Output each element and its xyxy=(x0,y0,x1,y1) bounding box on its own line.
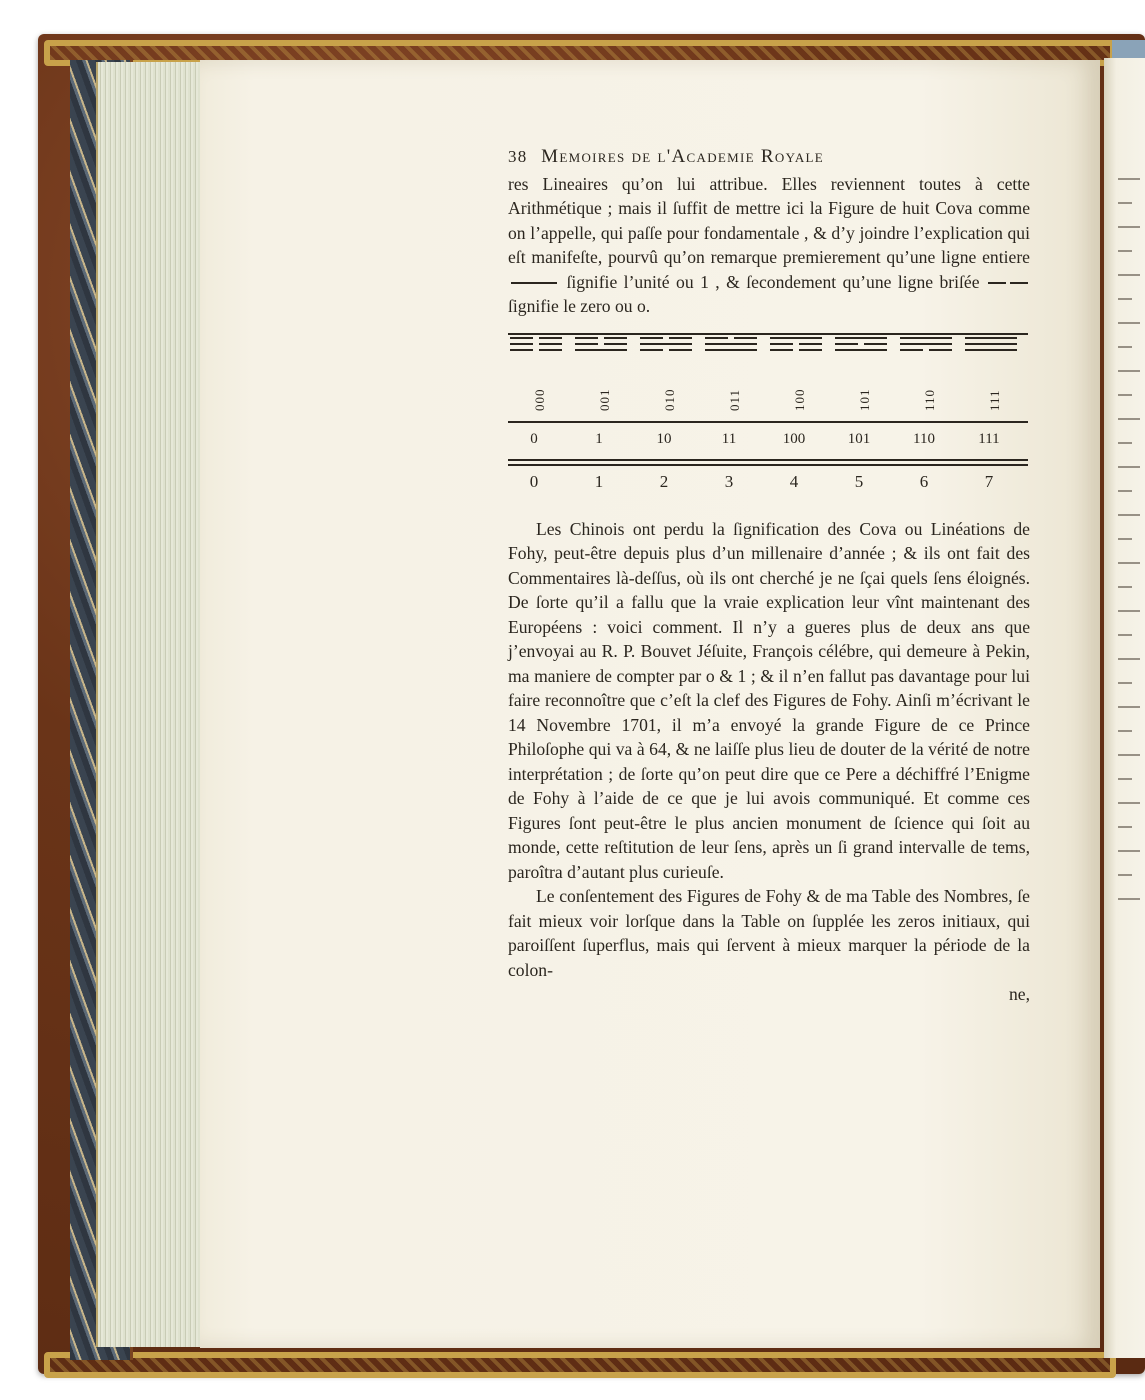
trigram-line xyxy=(965,343,1017,345)
trigram-5 xyxy=(835,337,887,355)
trigram-3 xyxy=(705,337,757,355)
right-page-text-line xyxy=(1118,658,1140,660)
trigram-line xyxy=(575,343,627,345)
right-page-text-line xyxy=(1118,442,1132,444)
paragraph-3: Le conſentement des Figures de Fohy & de ma Table des Nombres, ſe fait mieux voir lorſque dans la Table on ſupplée les zeros initiaux, qui paroiſſent ſuperflus, mais qui ſervent à mieux marquer la période de la colon- xyxy=(508,886,1030,980)
trigram-line xyxy=(965,337,1017,339)
bookmark-ribbon xyxy=(1112,40,1145,58)
trigram-line xyxy=(770,343,822,345)
trigram-line xyxy=(705,343,757,345)
decimal-value: 1 xyxy=(594,471,604,491)
trigram-bits-label: 101 xyxy=(857,388,872,411)
binary-value: 1 xyxy=(595,430,603,447)
trigram-6 xyxy=(900,337,952,355)
figure-rule-mid xyxy=(508,421,1028,423)
trigram-line xyxy=(640,337,692,339)
trigram-bits-label: 111 xyxy=(987,388,1002,411)
trigram-line xyxy=(835,343,887,345)
binary-value: 111 xyxy=(978,430,1000,447)
trigram-line xyxy=(965,349,1017,351)
right-page-text-line xyxy=(1118,850,1140,852)
decimal-value: 4 xyxy=(789,471,799,491)
trigram-line xyxy=(770,337,822,339)
trigram-line xyxy=(705,337,757,339)
broken-line-symbol-b xyxy=(1010,282,1028,284)
right-page-text-line xyxy=(1118,898,1140,900)
right-page-text-line xyxy=(1118,754,1140,756)
page-text xyxy=(508,145,1030,1007)
trigram-4 xyxy=(770,337,822,355)
trigram-line xyxy=(835,349,887,351)
right-page-text-line xyxy=(1118,418,1140,420)
page-edges xyxy=(96,62,204,1347)
right-page-text-line xyxy=(1118,706,1140,708)
header-title: Memoires de l'Academie Royale xyxy=(541,146,824,167)
right-page-text-line xyxy=(1118,178,1140,180)
trigram-line xyxy=(575,337,627,339)
right-page-text-line xyxy=(1118,562,1140,564)
right-page-text-line xyxy=(1118,514,1140,516)
trigram-figure xyxy=(508,327,1030,509)
right-page-text-line xyxy=(1118,802,1140,804)
decimal-value: 5 xyxy=(854,471,864,491)
binary-value: 10 xyxy=(656,430,672,447)
right-page-text-line xyxy=(1118,274,1140,276)
whole-line-symbol xyxy=(511,282,557,284)
binary-value: 100 xyxy=(782,430,806,447)
catchword: ne, xyxy=(1008,984,1030,1004)
right-page-text-line xyxy=(1118,226,1140,228)
right-page-text-line xyxy=(1118,346,1132,348)
right-page-text-line xyxy=(1118,634,1132,636)
right-page-text-line xyxy=(1118,826,1132,828)
right-page-text-line xyxy=(1118,202,1132,204)
right-page-text-line xyxy=(1118,610,1140,612)
right-page-text-line xyxy=(1118,466,1140,468)
trigram-bits-label: 100 xyxy=(792,388,807,411)
trigram-line xyxy=(575,349,627,351)
figure-rule-lower-2 xyxy=(508,464,1028,466)
binary-value: 110 xyxy=(913,430,935,447)
right-page-text-line xyxy=(1118,370,1140,372)
paragraph-1: res Lineaires qu’on lui attribue. Elles reviennent toutes à cette Arithmétique ; mais il ſuffit de mettre ici la Figure de huit Cova comme on l’appelle, qui paſſe pour fondamentale , & d’y joindre l’explication qui eſt manifeſte, pourvû qu’on remarque premierement qu’une ligne entiere ſignifie l’unité ou 1 , & ſecondement qu’une ligne briſée ſignifie le zero ou o. xyxy=(508,173,1030,316)
trigram-line xyxy=(900,349,952,351)
right-page-text-line xyxy=(1118,490,1132,492)
trigram-line xyxy=(640,349,692,351)
right-page-text-line xyxy=(1118,394,1132,396)
trigram-bits-label: 010 xyxy=(662,388,677,411)
binary-value: 101 xyxy=(847,430,871,447)
trigram-line xyxy=(510,337,562,339)
trigram-2 xyxy=(640,337,692,355)
right-page-text-line xyxy=(1118,874,1132,876)
right-page-text-line xyxy=(1118,586,1132,588)
right-page-text-line xyxy=(1118,538,1132,540)
right-page-text-line xyxy=(1118,298,1132,300)
trigram-1 xyxy=(575,337,627,355)
decimal-value: 3 xyxy=(724,471,734,491)
right-page-text-line xyxy=(1118,250,1132,252)
right-page-text-line xyxy=(1118,778,1132,780)
trigram-line xyxy=(510,343,562,345)
right-page-text-line xyxy=(1118,322,1140,324)
right-page-edge xyxy=(1104,58,1145,1358)
paragraph-2: Les Chinois ont perdu la ſignification des Cova ou Linéations de Fohy, peut-être depuis plus d’un millenaire d’année ; & ils ont fait des Commentaires là-deſſus, où ils ont cherché je ne ſçai quels ſens éloignés. De ſorte qu’il a fallu que la vraie explication leur vînt maintenant des Européens : voici comment. Il n’y a gueres plus de deux ans que j’envoyai au R. P. Bouvet Jéſuite, François célébre, qui demeure à Pekin, ma maniere de compter par o & 1 ; & il n’en fallut pas davantage pour lui faire reconnoître que c’eſt la clef des Figures de Fohy. Ainſi m’écrivant le 14 Novembre 1701, il m’a envoyé la grande Figure de ce Prince Philoſophe qui va à 64, & ne laiſſe plus lieu de douter de la vérité de notre interprétation ; de ſorte qu’on peut dire que ce Pere a déchiffré l’Enigme de Fohy à l’aide de ce que je lui avois communiqué. Et comme ces Figures ſont peut-être le plus ancien monument de ſcience qui ſoit au monde, cette reſtitution de leur ſens, après un ſi grand intervalle de tems, paroîtra d’autant plus curieuſe. xyxy=(508,518,1030,882)
broken-line-symbol-a xyxy=(988,282,1006,284)
trigram-bits-label: 001 xyxy=(597,388,612,411)
decimal-value: 0 xyxy=(529,471,539,491)
binary-value: 0 xyxy=(530,430,538,447)
decimal-value: 6 xyxy=(919,471,929,491)
decimal-value: 7 xyxy=(984,471,994,491)
right-page-text-line xyxy=(1118,730,1132,732)
trigram-bits-label: 000 xyxy=(532,388,547,411)
trigram-7 xyxy=(965,337,1017,355)
trigram-line xyxy=(900,337,952,339)
trigram-bits-label: 011 xyxy=(727,388,742,411)
trigram-line xyxy=(510,349,562,351)
figure-rule-top xyxy=(508,333,1028,335)
running-header xyxy=(508,145,1030,170)
gilt-border-bottom xyxy=(44,1352,1116,1378)
right-page-text-line xyxy=(1118,682,1132,684)
trigram-0 xyxy=(510,337,562,355)
decimal-value: 2 xyxy=(659,471,669,491)
trigram-line xyxy=(835,337,887,339)
trigram-bits-label: 110 xyxy=(922,388,937,411)
binary-value: 11 xyxy=(721,430,737,447)
page-number: 38 xyxy=(508,147,528,166)
trigram-line xyxy=(770,349,822,351)
figure-rule-lower xyxy=(508,459,1028,461)
trigram-line xyxy=(705,349,757,351)
trigram-line xyxy=(640,343,692,345)
trigram-line xyxy=(900,343,952,345)
